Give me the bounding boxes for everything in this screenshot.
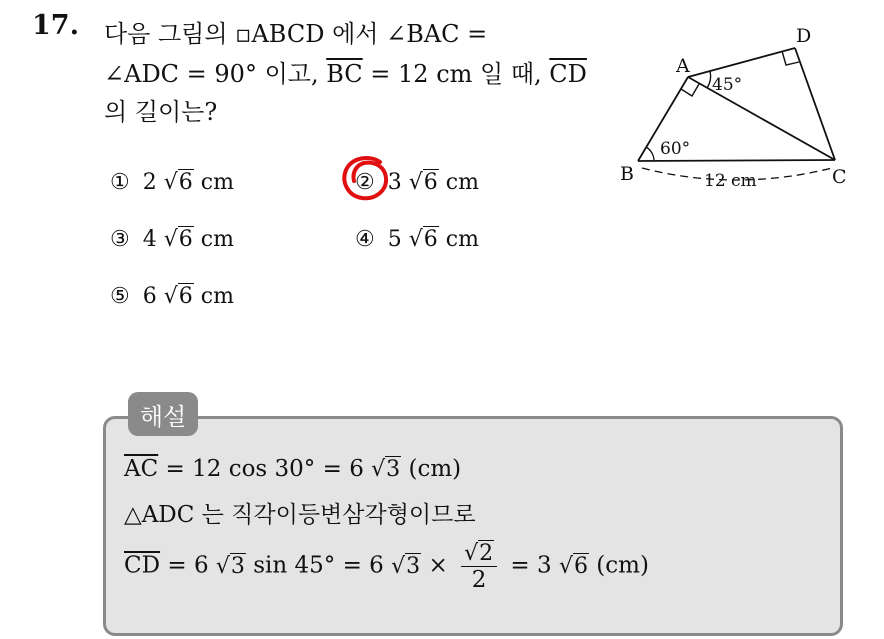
sqrt-icon: √6 — [558, 553, 588, 579]
sqrt-icon: √3 — [215, 553, 245, 579]
choice-1[interactable] — [110, 170, 234, 195]
fraction — [461, 540, 497, 593]
sqrt-icon: √6 — [408, 170, 438, 195]
solution-line-3-times: × — [421, 552, 448, 579]
solution-line-1-eq: = 12 cos 30° = 6 — [158, 456, 364, 482]
sqrt-icon: √6 — [163, 170, 193, 195]
segment-bc: $\overline{BC}$ — [326, 60, 363, 88]
choice-unit: cm — [445, 227, 479, 252]
question-line-2-text-a: ∠ADC = 90° 이고, — [104, 60, 327, 88]
choice-unit: cm — [200, 284, 234, 309]
vertex-label-b: B — [620, 163, 634, 185]
radicand: 2 — [479, 541, 494, 566]
quadrilateral-figure — [612, 20, 862, 195]
choice-coef: 6 — [142, 284, 157, 309]
sqrt-icon: √3 — [371, 457, 401, 482]
choice-5[interactable] — [110, 284, 234, 309]
sqrt-icon: √6 — [408, 227, 438, 252]
question-line-2-text-b: = 12 cm 일 때, — [362, 60, 550, 88]
solution-line-3-unit: (cm) — [588, 552, 649, 579]
solution-line-3-eq2: = 3 — [510, 552, 552, 579]
vertex-label-a: A — [676, 55, 690, 77]
angle-b-label: 60° — [660, 139, 691, 159]
solution-line-2: △ADC 는 직각이등변삼각형이므로 — [124, 502, 476, 528]
choice-number: ② — [355, 170, 375, 195]
radicand: 6 — [423, 227, 438, 252]
choice-unit: cm — [445, 170, 479, 195]
radicand: 6 — [178, 170, 193, 195]
choice-3[interactable] — [110, 227, 234, 252]
choice-unit: cm — [200, 170, 234, 195]
question-number: 17. — [32, 10, 79, 41]
choice-number: ⑤ — [110, 284, 130, 309]
choice-coef: 2 — [142, 170, 157, 195]
solution-line-1 — [124, 456, 461, 482]
radicand: 6 — [573, 553, 588, 579]
solution-line-1-unit: (cm) — [401, 456, 462, 482]
choice-coef: 3 — [387, 170, 402, 195]
sqrt-icon: √6 — [163, 227, 193, 252]
fraction-numerator — [461, 540, 497, 567]
solution-tab: 해설 — [128, 392, 198, 436]
angle-a-label: 45° — [712, 75, 743, 95]
choice-number: ① — [110, 170, 130, 195]
radicand: 6 — [423, 170, 438, 195]
choice-number: ④ — [355, 227, 375, 252]
radicand: 3 — [230, 553, 245, 579]
choice-number: ③ — [110, 227, 130, 252]
choice-4[interactable] — [355, 227, 479, 252]
sqrt-icon: √2 — [464, 541, 494, 566]
vertex-label-c: C — [832, 166, 847, 188]
length-bc-label: 12 cm — [704, 171, 757, 191]
radicand: 3 — [386, 457, 401, 482]
radicand: 6 — [178, 284, 193, 309]
sqrt-icon: √3 — [391, 553, 421, 579]
segment-cd: $\overline{CD}$ — [124, 552, 161, 579]
solution-line-3 — [124, 540, 649, 593]
question-line-1: 다음 그림의 ▫ABCD 에서 ∠BAC = — [104, 20, 488, 48]
question-line-3: 의 길이는? — [104, 98, 218, 126]
vertex-label-d: D — [796, 25, 812, 47]
sqrt-icon: √6 — [163, 284, 193, 309]
answer-circle-mark — [340, 154, 394, 204]
solution-line-3-sin: sin 45° = 6 — [245, 552, 384, 579]
fraction-denominator: 2 — [471, 567, 487, 593]
choice-coef: 5 — [387, 227, 402, 252]
choice-coef: 4 — [142, 227, 157, 252]
question-line-2 — [104, 54, 587, 89]
choice-unit: cm — [200, 227, 234, 252]
radicand: 3 — [406, 553, 421, 579]
segment-cd: $\overline{CD}$ — [549, 60, 587, 88]
solution-line-3-eq1: = 6 — [160, 552, 209, 579]
radicand: 6 — [178, 227, 193, 252]
segment-ac: $\overline{AC}$ — [124, 456, 159, 482]
